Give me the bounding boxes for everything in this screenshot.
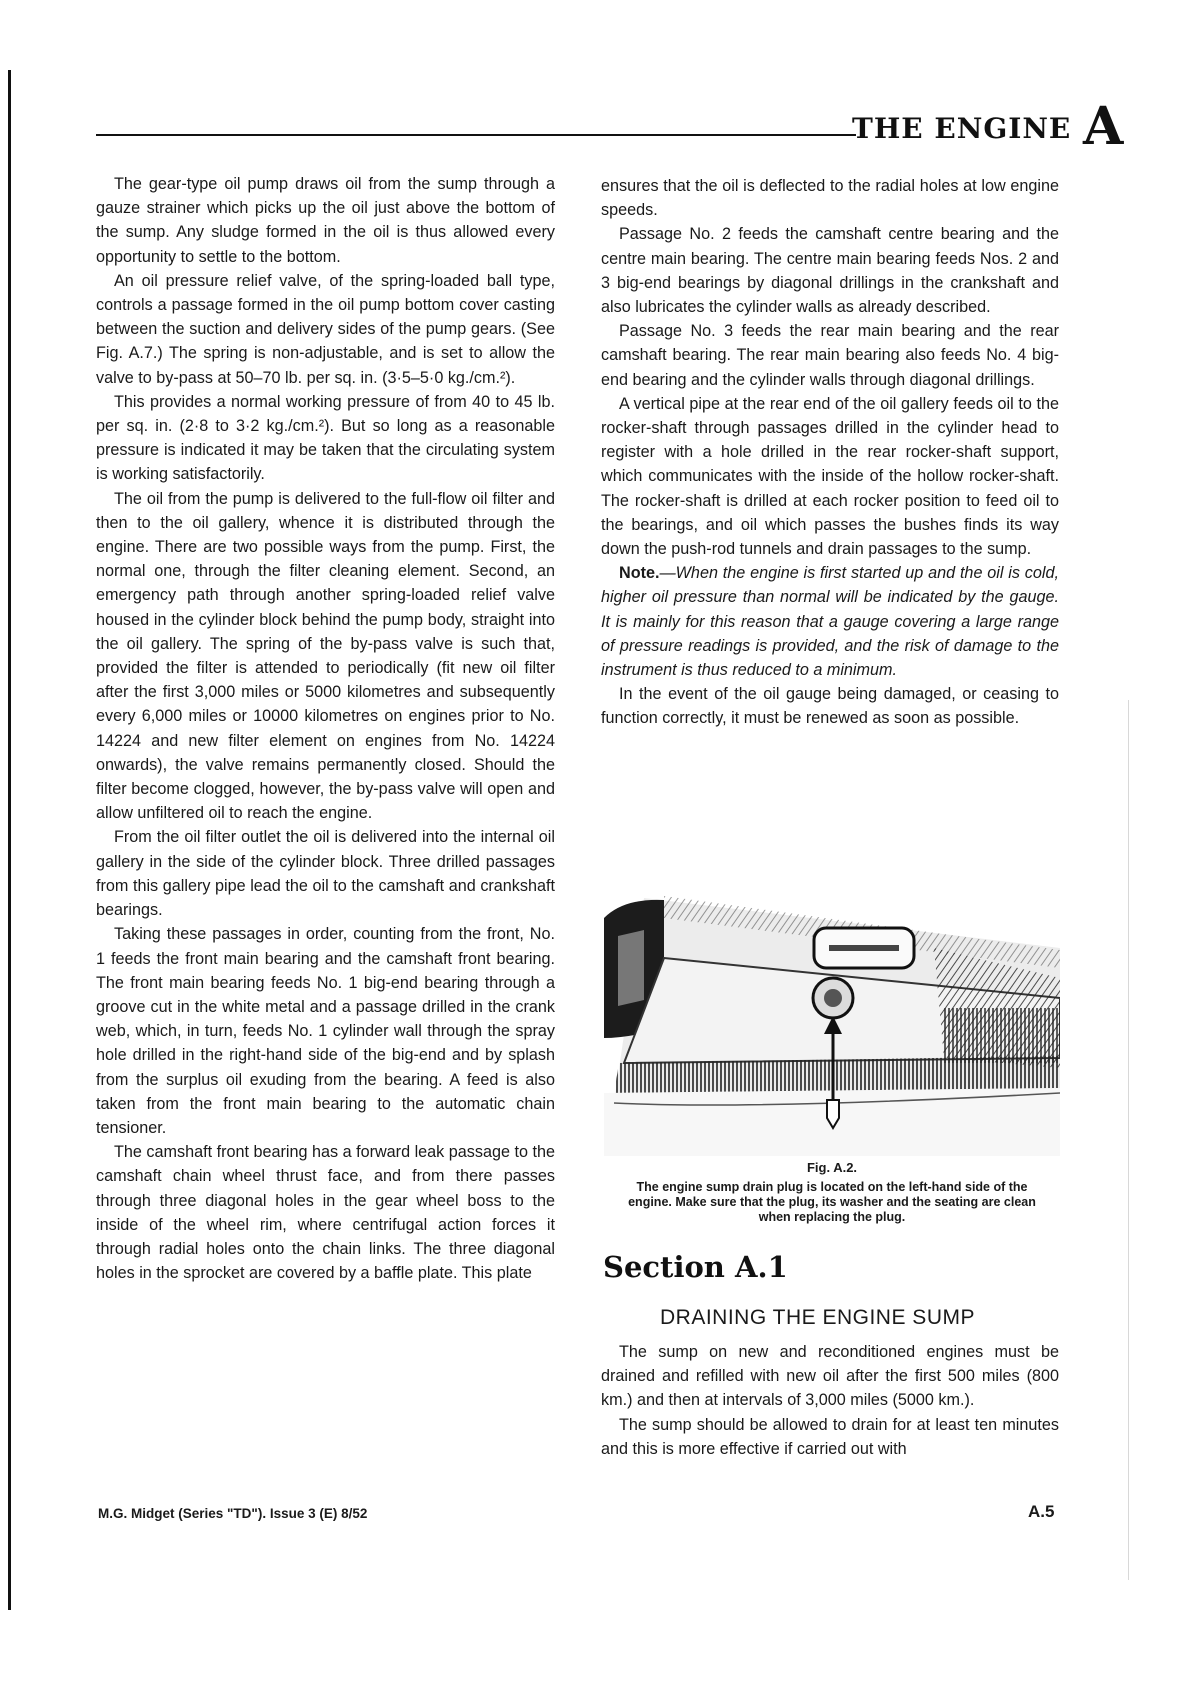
paragraph: This provides a normal working pressure of from 40 to 45 lb. per sq. in. (2·8 to 3·2 kg./cm.²). But so long as a reasonable pressure is indicated it may be taken that the circulating system is working satisfactorily.: [96, 392, 555, 484]
right-column: [601, 174, 1059, 731]
paragraph: ensures that the oil is deflected to the radial holes at low engine speeds.: [601, 177, 1059, 220]
paragraph: From the oil filter outlet the oil is delivered into the internal oil gallery in the side of the cylinder block. Three drilled passages from this gallery pipe lead the oil to the camshaft and crankshaft bearings.: [96, 828, 555, 920]
paragraph: The sump should be allowed to drain for at least ten minutes and this is more effective if carried out with: [601, 1415, 1059, 1458]
paragraph: An oil pressure relief valve, of the spring-loaded ball type, controls a passage formed in the oil pump bottom cover casting between the suction and delivery sides of the pump gears. (See Fig. A.7.) The spring is non-adjustable, and is set to allow the valve to by-pass at 50–70 lb. per sq. in. (3·5–5·0 kg./cm.²).: [96, 271, 555, 387]
page-binding-edge: [8, 70, 11, 1610]
section-body: [601, 1340, 1059, 1461]
paragraph: In the event of the oil gauge being damaged, or ceasing to function correctly, it must be renewed as soon as possible.: [601, 685, 1059, 728]
header-rule: [96, 134, 856, 136]
header-section-letter: A: [1083, 96, 1124, 157]
note-text: —When the engine is first started up and the oil is cold, higher oil pressure than normal will be indicated by the gauge. It is mainly for this reason that a gauge covering a large range of pressure readings is provided, and the risk of damage to the instrument is thus reduced to a minimum.: [601, 564, 1059, 680]
section-subtitle: DRAINING THE ENGINE SUMP: [660, 1306, 975, 1329]
note-paragraph: [601, 561, 1059, 682]
page-number: A.5: [1028, 1502, 1055, 1521]
scan-line: [1128, 700, 1129, 1580]
figure-label: Fig. A.2.: [806, 1160, 858, 1175]
paragraph: The camshaft front bearing has a forward leak passage to the camshaft chain wheel thrust face, and from there passes through three diagonal holes in the gear wheel boss to the inside of the wheel rim, where centrifugal action forces it through radial holes onto the chain links. The three diagonal holes in the sprocket are covered by a baffle plate. This plate: [96, 1143, 555, 1283]
paragraph: The gear-type oil pump draws oil from the sump through a gauze strainer which picks up the oil just above the bottom of the sump. Any sludge formed in the oil is thus allowed every opportunity to settle to the bottom.: [96, 175, 555, 266]
header-title: THE ENGINE: [852, 112, 1072, 145]
paragraph: A vertical pipe at the rear end of the oil gallery feeds oil to the rocker-shaft through passages drilled in the cylinder head to register with a hole drilled in the rear rocker-shaft support, which communicates with the inside of the hollow rocker-shaft. The rocker-shaft is drilled at each rocker position to feed oil to the bearings, and oil which passes the bushes finds its way down the push-rod tunnels and drain passages to the sump.: [601, 394, 1059, 559]
paragraph: Passage No. 2 feeds the camshaft centre bearing and the centre main bearing. The centre main bearing feeds Nos. 2 and 3 big-end bearings by diagonal drillings in the crankshaft and also lubricates the cylinder walls as already described.: [601, 225, 1059, 317]
left-column: [96, 172, 555, 1285]
note-label: Note.: [619, 564, 660, 583]
footer-publication: M.G. Midget (Series "TD"). Issue 3 (E) 8/52: [98, 1506, 368, 1521]
paragraph: The oil from the pump is delivered to the full-flow oil filter and then to the oil gallery, whence it is distributed through the engine. There are two possible ways from the pump. First, the normal one, through the filter cleaning element. Second, an emergency path through another spring-loaded relief valve housed in the cylinder block behind the pump body, straight into the oil gallery. The spring of the by-pass valve is such that, provided the filter is attended to periodically (fit new oil filter after the first 3,000 miles or 5000 kilometres and subsequently every 6,000 miles or 10000 kilometres on engines prior to No. 14224 and new filter element on engines from No. 14224 onwards), the valve remains permanently closed. Should the filter become clogged, however, the by-pass valve will open and allow unfiltered oil to reach the engine.: [96, 489, 555, 823]
paragraph: The sump on new and reconditioned engines must be drained and refilled with new oil after the first 500 miles (800 km.) and then at intervals of 3,000 miles (5000 km.).: [601, 1343, 1059, 1410]
paragraph: Taking these passages in order, counting from the front, No. 1 feeds the front main bearing and the camshaft front bearing. The front main bearing feeds No. 1 big-end bearing through a groove cut in the white metal and a passage drilled in the crank web, which, in turn, feeds No. 1 cylinder wall through the spray hole drilled in the right-hand side of the big-end and by splash from the surplus oil exuding from the bearing. A feed is also taken from the front main bearing to the automatic chain tensioner.: [96, 925, 555, 1137]
section-title: Section A.1: [603, 1250, 788, 1284]
engine-sump-illustration: [604, 888, 1060, 1156]
paragraph: Passage No. 3 feeds the rear main bearing and the rear camshaft bearing. The rear main bearing also feeds No. 4 big-end bearing and the cylinder walls through diagonal drillings.: [601, 322, 1059, 389]
figure-caption: The engine sump drain plug is located on the left-hand side of the engine. Make sure that the plug, its washer and the seating are clean when replacing the plug.: [628, 1180, 1036, 1224]
